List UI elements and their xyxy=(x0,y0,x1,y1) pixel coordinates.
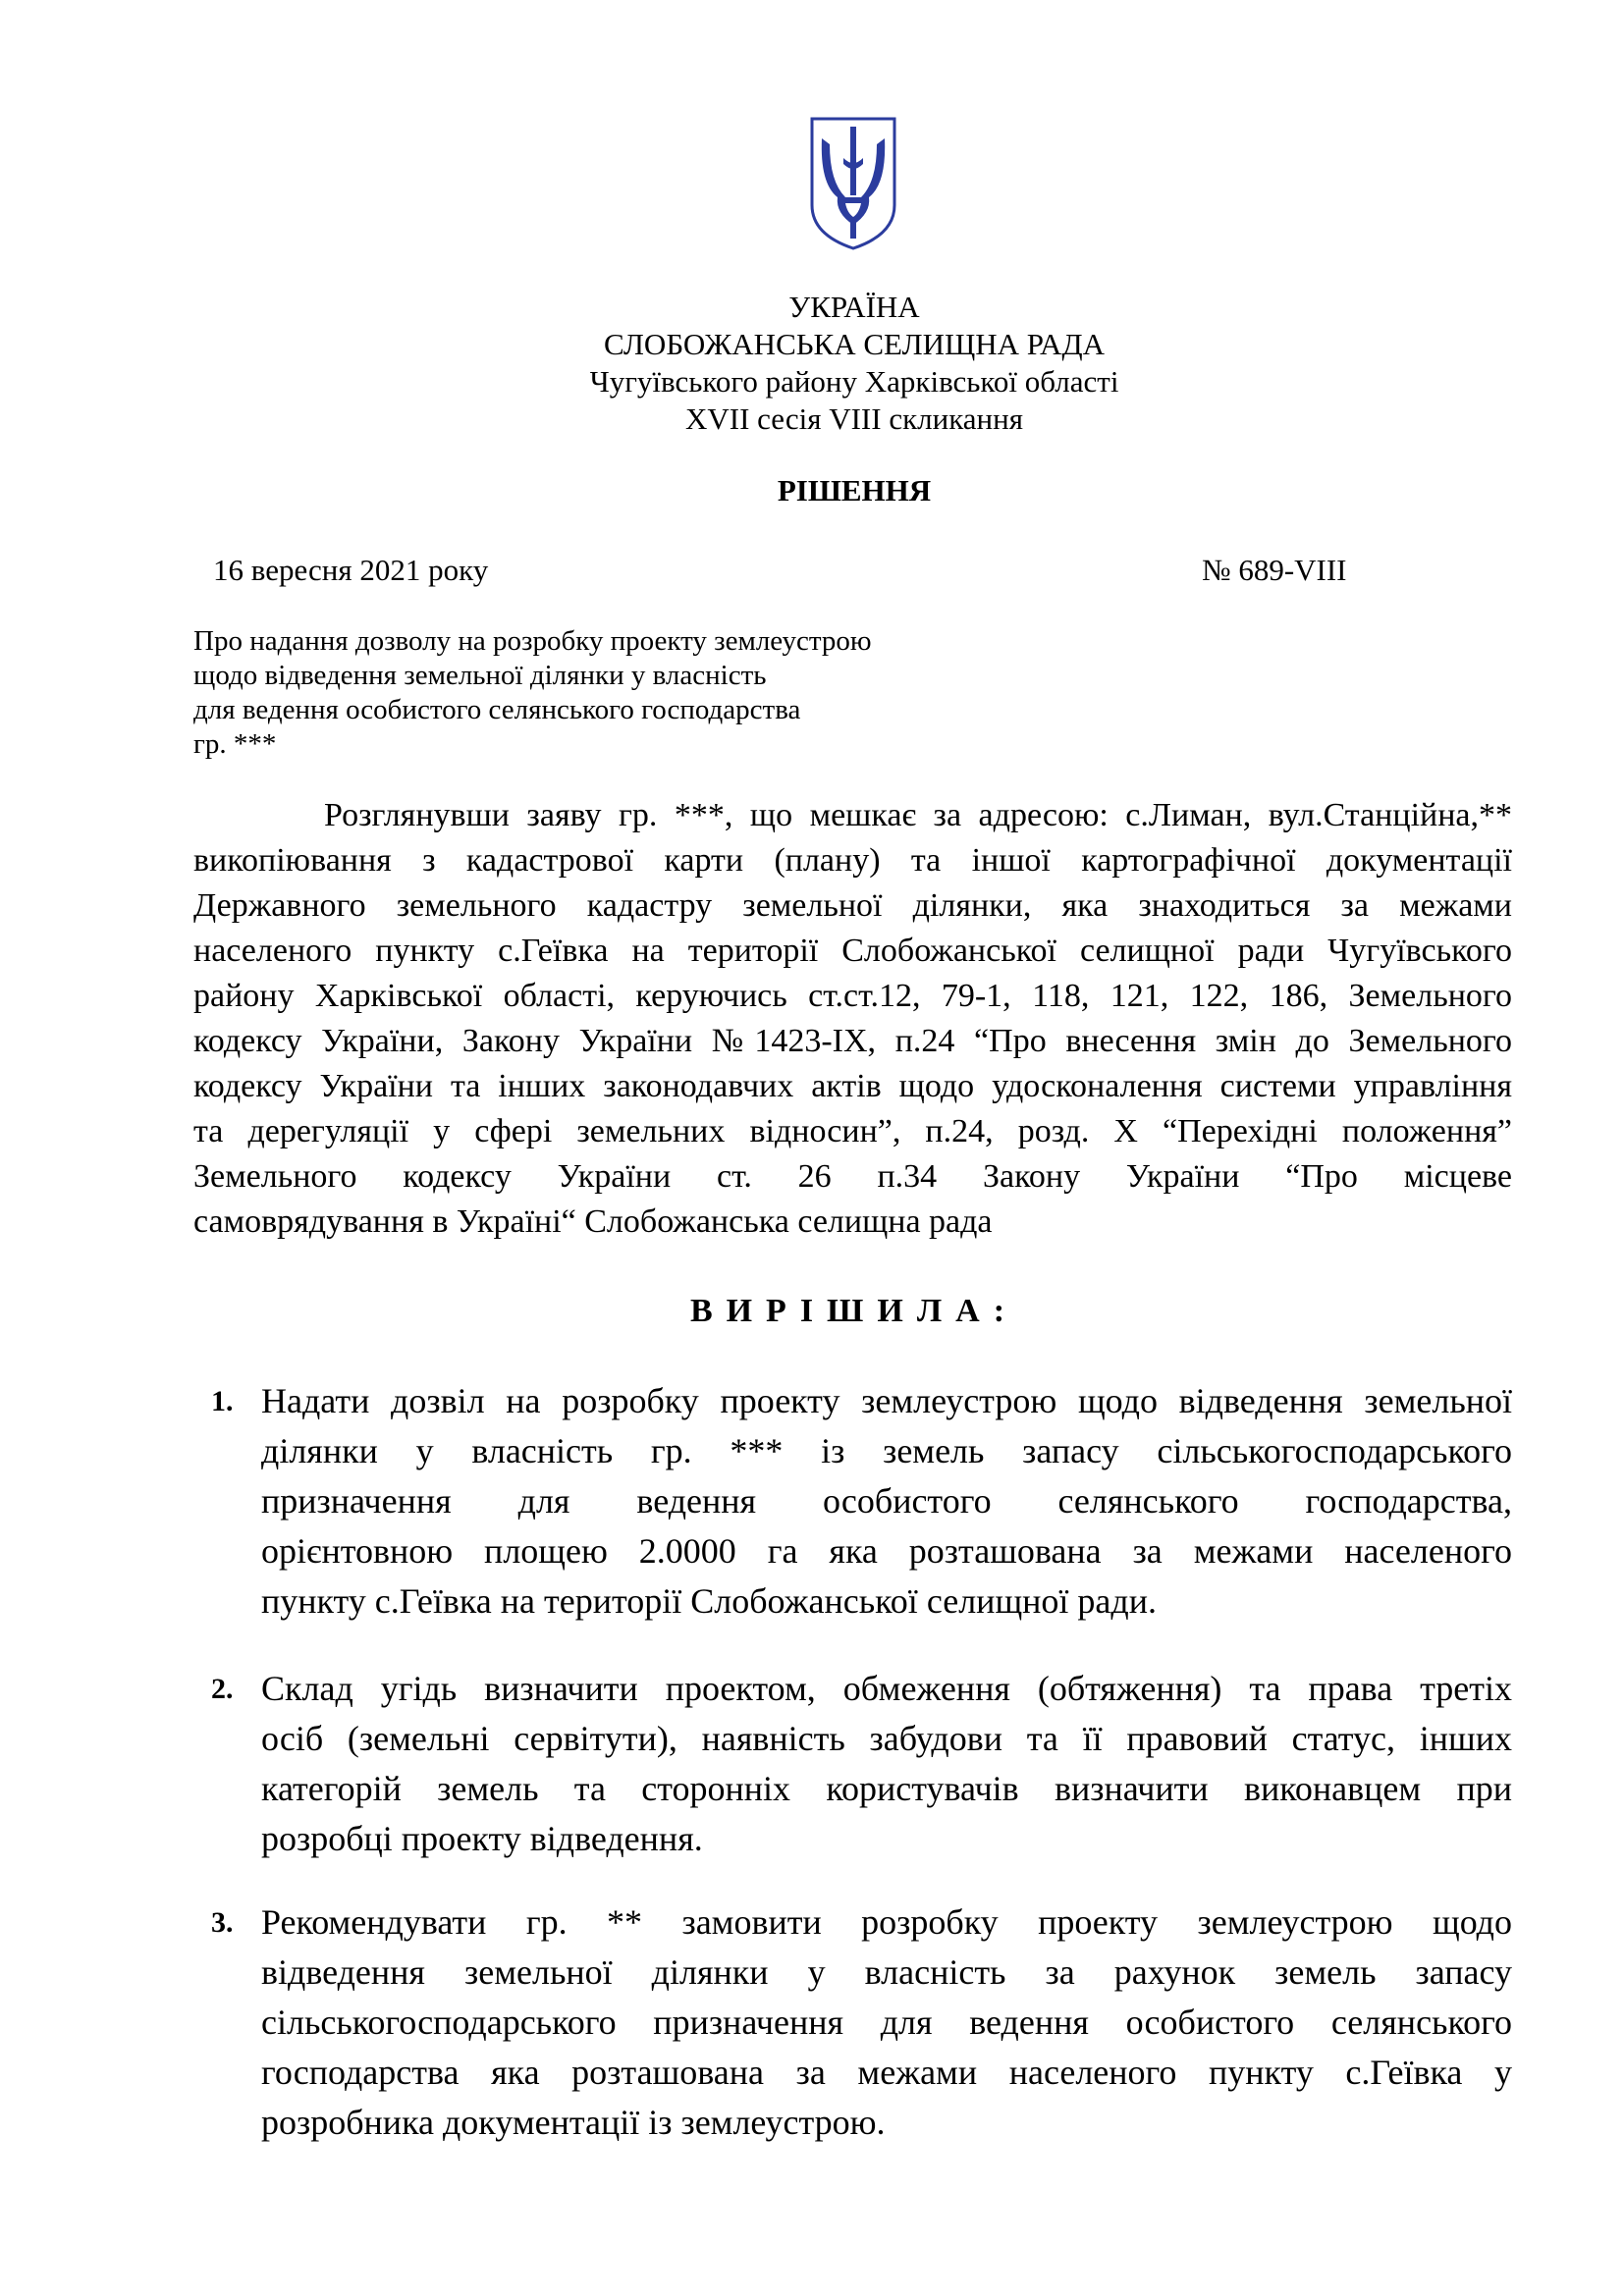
item-line: Склад угідь визначити проектом, обмеження (обтяження) та права третіх xyxy=(261,1669,1512,1708)
header-country: УКРАЇНА xyxy=(788,290,920,324)
trident-emblem-icon xyxy=(808,115,898,252)
item-line: господарства яка розташована за межами населеного пункту с.Геївка у xyxy=(261,2053,1512,2092)
header-session: XVII сесія VIII скликання xyxy=(685,401,1023,436)
item-line: відведення земельної ділянки у власність за рахунок земель запасу xyxy=(261,1952,1512,1992)
item-text xyxy=(261,1376,1512,1627)
item-line: Рекомендувати гр. ** замовити розробку проекту землеустрою щодо xyxy=(261,1902,1512,1942)
item-number: 1. xyxy=(211,1385,234,1417)
preamble-line: кодексу України та інших законодавчих актів щодо удосконалення системи управління xyxy=(193,1068,1512,1104)
header-council: СЛОБОЖАНСЬКА СЕЛИЩНА РАДА xyxy=(604,327,1105,361)
subject-line: гр. *** xyxy=(193,728,277,760)
preamble-paragraph xyxy=(193,793,1512,1245)
item-line: орієнтовною площею 2.0000 га яка розташована за межами населеного xyxy=(261,1531,1512,1571)
decision-number: № 689-VIII xyxy=(1202,553,1347,587)
document-header xyxy=(0,289,1624,438)
item-line: пункту с.Геївка на території Слобожанської селищної ради. xyxy=(261,1581,1157,1621)
item-number: 2. xyxy=(211,1673,234,1705)
item-line: категорій земель та сторонніх користувачів визначити виконавцем при xyxy=(261,1769,1512,1808)
preamble-line: району Харківської області, керуючись ст.ст.12, 79-1, 118, 121, 122, 186, Земельного xyxy=(193,978,1512,1014)
decided-heading: ВИРІШИЛА: xyxy=(689,1293,1019,1329)
header-district: Чугуївського району Харківської області xyxy=(589,364,1119,399)
preamble-line: кодексу України, Закону України №1423-IX, п.24 “Про внесення змін до Земельного xyxy=(193,1023,1512,1059)
preamble-line: викопіювання з кадастрової карти (плану) та іншої картографічної документації xyxy=(193,842,1512,879)
preamble-line: та дерегуляції у сфері земельних відносин”, п.24, розд. X “Перехідні положення” xyxy=(193,1113,1512,1149)
item-text xyxy=(261,1664,1512,1864)
item-line: Надати дозвіл на розробку проекту землеустрою щодо відведення земельної xyxy=(261,1381,1512,1420)
decision-subject xyxy=(193,624,872,762)
document-title: РІШЕННЯ xyxy=(777,473,932,507)
preamble-line: Державного земельного кадастру земельної ділянки, яка знаходиться за межами xyxy=(193,887,1512,924)
item-line: розробці проекту відведення. xyxy=(261,1819,703,1858)
subject-line: для ведення особистого селянського господарства xyxy=(193,694,801,725)
item-line: осіб (земельні сервітути), наявність забудови та її правовий статус, інших xyxy=(261,1719,1512,1758)
item-text xyxy=(261,1897,1512,2148)
item-number: 3. xyxy=(211,1906,234,1939)
preamble-line: Земельного кодексу України ст. 26 п.34 Закону України “Про місцеве xyxy=(193,1158,1512,1195)
subject-line: Про надання дозволу на розробку проекту землеустрою xyxy=(193,625,872,657)
item-line: ділянки у власність гр. *** із земель запасу сільськогосподарського xyxy=(261,1431,1512,1470)
item-line: сільськогосподарського призначення для ведення особистого селянського xyxy=(261,2002,1512,2042)
decision-date: 16 вересня 2021 року xyxy=(213,553,489,587)
preamble-line: Розглянувши заяву гр. ***, що мешкає за адресою: с.Лиман, вул.Станційна,** xyxy=(324,797,1512,833)
subject-line: щодо відведення земельної ділянки у власність xyxy=(193,660,767,691)
preamble-line: самоврядування в Україні“ Слобожанська селищна рада xyxy=(193,1203,993,1240)
preamble-line: населеного пункту с.Геївка на території Слобожанської селищної ради Чугуївського xyxy=(193,933,1512,969)
item-line: призначення для ведення особистого селянського господарства, xyxy=(261,1481,1512,1521)
item-line: розробника документації із землеустрою. xyxy=(261,2103,886,2142)
